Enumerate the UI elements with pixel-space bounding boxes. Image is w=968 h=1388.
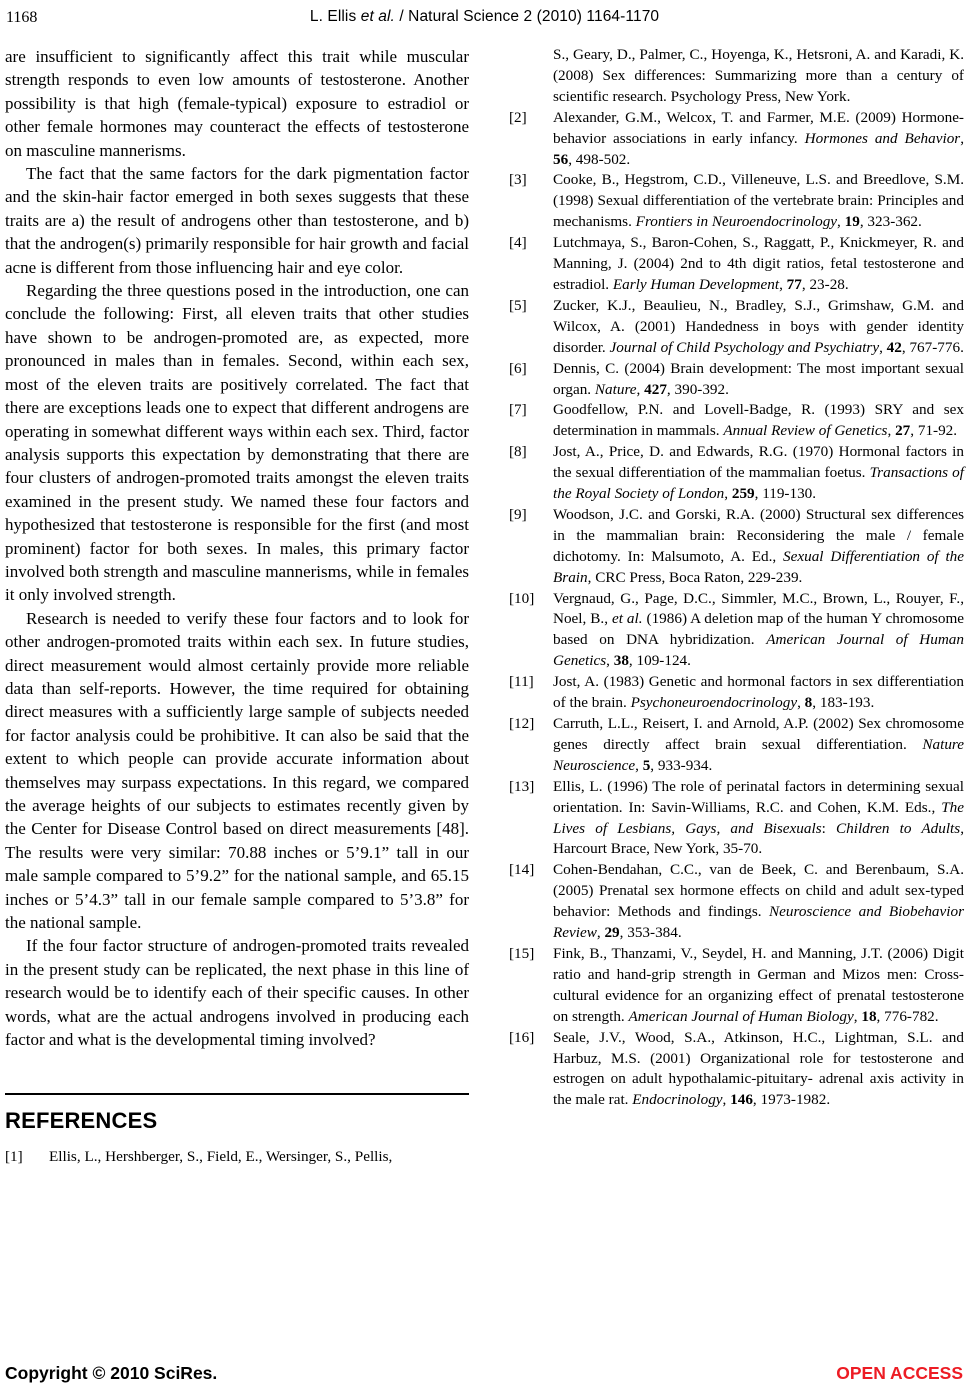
reference-text <box>553 506 964 586</box>
two-column-body <box>5 45 964 1168</box>
reference-label: [2] <box>509 108 527 126</box>
reference-text <box>553 945 964 1025</box>
reference-label: [3] <box>509 171 527 189</box>
reference-label: [16] <box>509 1028 535 1046</box>
reference-label: [14] <box>509 861 535 879</box>
text-segment: , 23-28. <box>801 275 849 293</box>
reference-item <box>509 233 964 296</box>
text-segment: The Lives of Lesbians, Gays, and Bisexuals <box>553 798 964 837</box>
reference-text <box>553 1029 964 1109</box>
reference-item <box>509 944 964 1028</box>
text-segment: , 776-782. <box>876 1007 939 1025</box>
reference-item <box>509 777 964 861</box>
text-segment: Cooke, B., Hegstrom, C.D., Villeneuve, L.S. and Breedlove, S.M. (1998) Sexual differentiation of the vertebrate brain: Principles and mechanisms. <box>553 171 964 231</box>
reference-text <box>553 234 964 293</box>
page-footer <box>5 1363 963 1384</box>
text-segment: , 1973-1982. <box>752 1091 831 1109</box>
reference-text <box>553 590 964 670</box>
open-access-label: OPEN ACCESS <box>836 1363 963 1383</box>
reference-label: [5] <box>509 296 527 314</box>
body-paragraph: Regarding the three questions posed in the introduction, one can conclude the following: First, all eleven traits that other studies have shown to be androgen-promoted are, as expected, more pronounced in males than in females. Second, within each sex, most of the eleven traits are positively correlated. The fact that there are exceptions leads one to expect that different androgens are operating in somewhat different ways within each sex. Third, factor analysis supports this expectation by demonstrating that there are four clusters of androgen-promoted traits amongst the eleven traits examined in the present study. We named these four factors and hypothesized that testosterone is responsible for the first (and most prominent) factor for both sexes. In males, this primary factor involved both strength and masculine mannerisms, while in females it only involved strength. <box>5 281 469 605</box>
text-segment: , 767-776. <box>901 338 964 356</box>
reference-label: [11] <box>509 673 534 691</box>
reference-text <box>553 401 964 439</box>
text-segment: 5 <box>642 756 651 774</box>
text-segment: Psychoneuroendocrinology <box>630 694 798 712</box>
text-segment: 42 <box>886 338 902 356</box>
reference-label: [6] <box>509 359 527 377</box>
reference-text: Ellis, L., Hershberger, S., Field, E., Wersinger, S., Pellis, <box>49 1148 393 1166</box>
text-segment: 146 <box>730 1091 753 1109</box>
text-segment: , <box>797 694 805 712</box>
reference-label: [15] <box>509 944 535 962</box>
text-segment: Hormones and Behavior <box>804 129 961 147</box>
text-segment: 259 <box>731 485 755 503</box>
reference-text <box>553 673 964 711</box>
body-paragraph: If the four factor structure of androgen-promoted traits revealed in the present study can be replicated, the next phase in this line of research would be to identify each of their specific causes. In other words, what are the actual androgens involved in producing each factor and what is the developmental timing involved? <box>5 936 469 1050</box>
references-heading: REFERENCES <box>5 1108 158 1134</box>
reference-label: [8] <box>509 443 527 461</box>
text-segment: , <box>636 380 645 398</box>
text-segment: (1986) A deletion map of the human Y chromosome based on DNA hybridization. <box>553 610 964 649</box>
left-paragraphs <box>5 45 469 1051</box>
text-segment: Children to Adults <box>836 819 961 837</box>
text-segment: Vergnaud, G., Page, D.C., Simmler, M.C., Brown, L., Rouyer, F., Noel, B., <box>553 589 964 628</box>
text-segment: Zucker, K.J., Beaulieu, N., Bradley, S.J., Grimshaw, G.M. and Wilcox, A. (2001) Handedness in boys with gender identity disorder. <box>553 296 964 356</box>
reference-text <box>553 109 964 168</box>
text-segment: Transactions of the Royal Society of London <box>553 464 964 503</box>
reference-text <box>553 861 964 941</box>
reference-label: [1] <box>5 1148 23 1166</box>
text-segment: Alexander, G.M., Welcox, T. and Farmer, M.E. (2009) Hormone-behavior associations in early infancy. <box>553 108 964 147</box>
text-segment: Nature <box>594 380 637 398</box>
reference-text <box>553 715 964 774</box>
reference-label: [10] <box>509 589 535 607</box>
references-list <box>509 108 964 1112</box>
reference-text <box>553 360 964 398</box>
text-segment: , 498-502. <box>568 150 631 168</box>
text-segment: Early Human Development <box>612 275 780 293</box>
text-segment: , 183-193. <box>812 694 875 712</box>
text-segment: Seale, J.V., Wood, S.A., Atkinson, H.C., Lightman, S.L. and Harbuz, M.S. (2001) Organizational role for testosterone and estrogen on adult hypothalamic-pituitary- adrenal axis activity in the male rat. <box>553 1028 964 1109</box>
text-segment: Neuroscience and Biobehavior Review <box>553 903 964 942</box>
text-segment: , <box>596 924 605 942</box>
text-segment: , 71-92. <box>910 422 958 440</box>
text-segment: 8 <box>804 694 813 712</box>
text-segment: , 119-130. <box>754 485 817 503</box>
text-segment: , 109-124. <box>628 652 691 670</box>
reference-item <box>509 714 964 777</box>
copyright-notice: Copyright © 2010 SciRes. <box>5 1363 218 1383</box>
body-paragraph: The fact that the same factors for the dark pigmentation factor and the skin-hair factor emerged in both sexes suggests that these traits are a) the result of androgens other than testosterone, and b) that the androgen(s) primarily responsible for hair growth and facial acne is different from those influencing hair and eye color. <box>5 164 469 277</box>
references-divider <box>5 1093 469 1095</box>
text-segment: , <box>724 485 732 503</box>
body-paragraph: Research is needed to verify these four factors and to look for other androgen-promoted traits within each sex. In future studies, direct measurement would almost certainly provide more reliable data than self-reports. However, the time required for obtaining direct measures with a sufficiently large sample of subjects needed for factor analysis could be prohibitive. It can also be said that the extent to which people can provide accurate information about themselves may surpass expectations. In this regard, we compared the average heights of our subjects to estimates recently given by the Center for Disease Control based on direct measurements [48]. The results were very similar: 70.88 inches or 5’9.1” tall in our male sample compared to 5’9.2” for the national sample, and 65.15 inches or 5’4.3” tall in our female sample compared to 5’3.8” for the national sample. <box>5 608 469 933</box>
text-segment: Goodfellow, P.N. and Lovell-Badge, R. (1993) SRY and sex determination in mammals. <box>553 401 964 440</box>
text-segment: Sexual Differentiation of the Brain <box>553 547 964 586</box>
text-segment: et al. <box>612 610 643 628</box>
reference-item <box>509 108 964 171</box>
text-segment: , CRC Press, Boca Raton, 229-239. <box>587 568 803 586</box>
text-segment: American Journal of Human Biology <box>628 1007 854 1025</box>
text-segment: , <box>879 338 887 356</box>
text-segment: , 390-392. <box>666 380 729 398</box>
text-segment: , <box>722 1091 731 1109</box>
text-segment: , <box>960 129 965 147</box>
text-segment: et al. <box>360 8 395 25</box>
text-segment: 18 <box>861 1007 877 1025</box>
reference-text <box>553 297 964 356</box>
reference-text <box>553 443 964 502</box>
reference-item <box>509 589 964 673</box>
reference-label: [13] <box>509 777 535 795</box>
text-segment: Woodson, J.C. and Gorski, R.A. (2000) Structural sex differences in the mammalian brain: Reconsidering the male / female dichotomy. In: Malsumoto, A. Ed., <box>553 505 964 565</box>
reference-item <box>5 1147 469 1168</box>
text-segment: , 323-362. <box>859 213 922 231</box>
text-segment: Cohen-Bendahan, C.C., van de Beek, C. and Berenbaum, S.A. (2005) Prenatal sex hormone effects on child and adult sex-typed behavior: Methods and findings. <box>553 861 964 921</box>
text-segment: L. Ellis <box>309 8 361 25</box>
text-segment: Journal of Child Psychology and Psychiatry <box>609 338 880 356</box>
text-segment: 77 <box>786 275 802 293</box>
page-header <box>5 8 964 30</box>
text-segment: 56 <box>553 150 569 168</box>
reference-label: [7] <box>509 401 527 419</box>
text-segment: Endocrinology <box>632 1091 723 1109</box>
reference-text <box>553 778 964 858</box>
text-segment: 29 <box>604 924 620 942</box>
text-segment: Ellis, L. (1996) The role of perinatal factors in determining sexual orientation. In: Savin-Williams, R.C. and Cohen, K.M. Eds., <box>553 777 964 816</box>
column-gap <box>469 45 509 1168</box>
text-segment: , <box>887 422 896 440</box>
text-segment: , <box>779 275 787 293</box>
right-column <box>509 45 964 1168</box>
text-segment: 19 <box>844 213 860 231</box>
text-segment: / Natural Science 2 (2010) 1164-1170 <box>394 8 660 25</box>
text-segment: , <box>837 213 845 231</box>
text-segment: 27 <box>895 422 911 440</box>
text-segment: 38 <box>613 652 629 670</box>
reference-item <box>509 170 964 233</box>
reference-item <box>509 296 964 359</box>
text-segment: , 933-934. <box>650 756 713 774</box>
reference-item <box>509 359 964 401</box>
reference-item <box>509 442 964 505</box>
reference-item <box>509 505 964 589</box>
reference-text <box>553 171 964 230</box>
reference-item <box>509 860 964 944</box>
page-number: 1168 <box>6 9 38 26</box>
reference-item <box>509 400 964 442</box>
reference-continuation: S., Geary, D., Palmer, C., Hoyenga, K., Hetsroni, A. and Karadi, K. (2008) Sex differences: Summarizing more than a century of scientific research. Psychology Press, New York. <box>553 46 964 105</box>
running-title <box>5 8 964 26</box>
text-segment: 427 <box>644 380 667 398</box>
text-segment: , <box>635 756 643 774</box>
text-segment: Jost, A. (1983) Genetic and hormonal factors in sex differentiation of the brain. <box>553 673 964 712</box>
text-segment: : <box>821 819 837 837</box>
reference-label: [9] <box>509 505 527 523</box>
text-segment: Lutchmaya, S., Baron-Cohen, S., Raggatt, P., Knickmeyer, R. and Manning, J. (2004) 2nd to 4th digit ratios, fetal testosterone and estradiol. <box>553 234 964 293</box>
text-segment: , Harcourt Brace, New York, 35-70. <box>553 819 964 858</box>
left-column <box>5 45 469 1168</box>
text-segment: , <box>606 652 614 670</box>
reference-item <box>509 672 964 714</box>
text-segment: Carruth, L.L., Reisert, I. and Arnold, A.P. (2002) Sex chromosome genes directly affect brain sexual differentiation. <box>553 715 964 753</box>
reference-item <box>509 1028 964 1112</box>
text-segment: Nature Neuroscience <box>553 735 964 774</box>
reference-label: [4] <box>509 234 527 252</box>
text-segment: , 353-384. <box>619 924 682 942</box>
text-segment: , <box>853 1007 862 1025</box>
reference-label: [12] <box>509 715 535 732</box>
text-segment: Fink, B., Thanzami, V., Seydel, H. and Manning, J.T. (2006) Digit ratio and hand-grip strength in German and Mizos men: Cross-cultural evidence for an organizing effect of prenatal testosterone on strength. <box>553 944 964 1025</box>
text-segment: Annual Review of Genetics <box>723 422 888 440</box>
body-paragraph: are insufficient to significantly affect this trait while muscular strength responds to even low amounts of testosterone. Another possibility is that high (female-typical) exposure to estradiol or other female hormones may counteract the effects of testosterone on masculine mannerisms. <box>5 47 469 160</box>
text-segment: Dennis, C. (2004) Brain development: The most important sexual organ. <box>553 359 964 398</box>
text-segment: Jost, A., Price, D. and Edwards, R.G. (1970) Hormonal factors in the sexual differentiation of the mammalian foetus. <box>553 443 964 482</box>
text-segment: American Journal of Human Genetics <box>553 631 964 670</box>
text-segment: Frontiers in Neuroendocrinology <box>635 213 838 231</box>
